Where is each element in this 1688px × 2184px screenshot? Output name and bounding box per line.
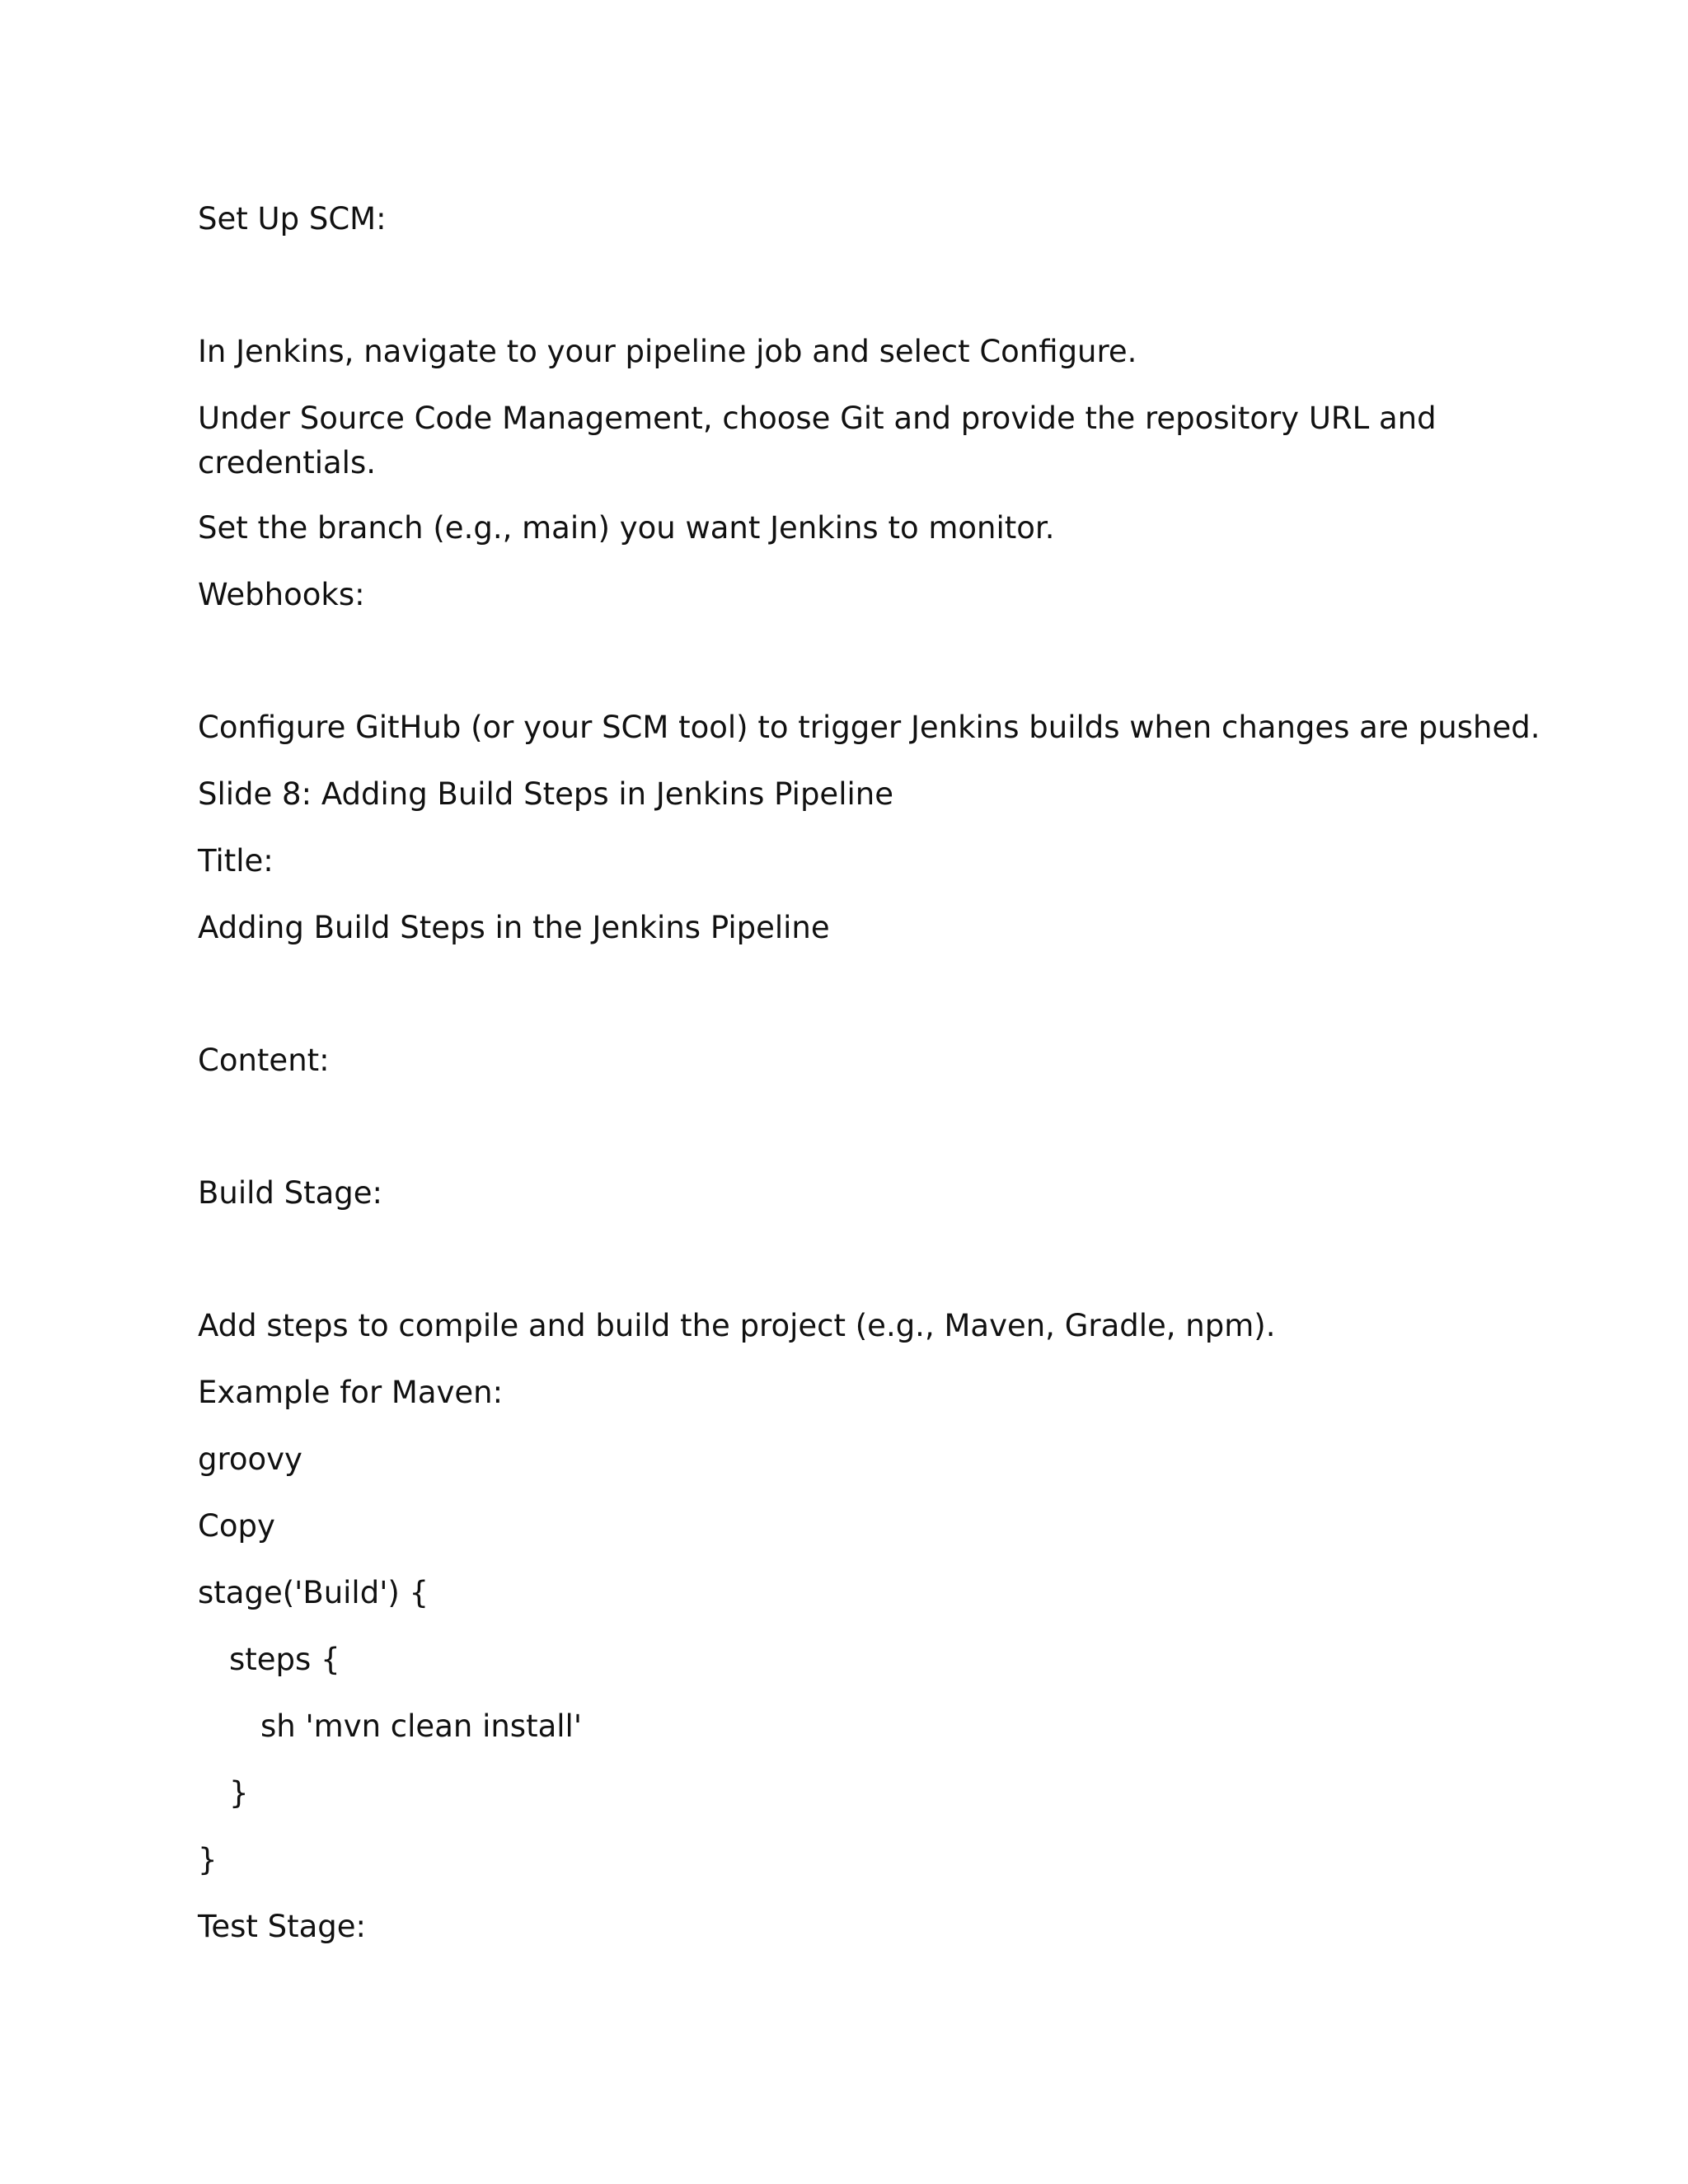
code-line-close-stage: } <box>198 1842 218 1877</box>
code-line-steps: steps { <box>229 1642 340 1677</box>
slide-heading: Slide 8: Adding Build Steps in Jenkins Pipeline <box>198 776 893 812</box>
text-add-steps: Add steps to compile and build the project (e.g., Maven, Gradle, npm). <box>198 1308 1276 1343</box>
copy-label: Copy <box>198 1508 275 1544</box>
code-line-close-steps: } <box>229 1775 249 1811</box>
text-example-maven: Example for Maven: <box>198 1375 504 1410</box>
heading-webhooks: Webhooks: <box>198 577 365 612</box>
text-configure-github: Configure GitHub (or your SCM tool) to trigger Jenkins builds when changes are pushed. <box>198 710 1540 745</box>
slide-title-text: Adding Build Steps in the Jenkins Pipeline <box>198 910 830 945</box>
heading-build-stage: Build Stage: <box>198 1175 383 1211</box>
text-source-code-management: Under Source Code Management, choose Git and provide the repository URL and credentials. <box>198 401 1437 480</box>
heading-set-up-scm: Set Up SCM: <box>198 201 387 237</box>
heading-test-stage: Test Stage: <box>198 1909 367 1944</box>
label-content: Content: <box>198 1043 330 1078</box>
code-line-stage: stage('Build') { <box>198 1575 429 1610</box>
code-language-label: groovy <box>198 1441 302 1477</box>
text-set-branch: Set the branch (e.g., main) you want Jenkins to monitor. <box>198 510 1055 546</box>
code-line-sh: sh 'mvn clean install' <box>260 1708 582 1744</box>
label-title: Title: <box>198 843 274 879</box>
text-navigate-configure: In Jenkins, navigate to your pipeline job and select Configure. <box>198 334 1137 369</box>
